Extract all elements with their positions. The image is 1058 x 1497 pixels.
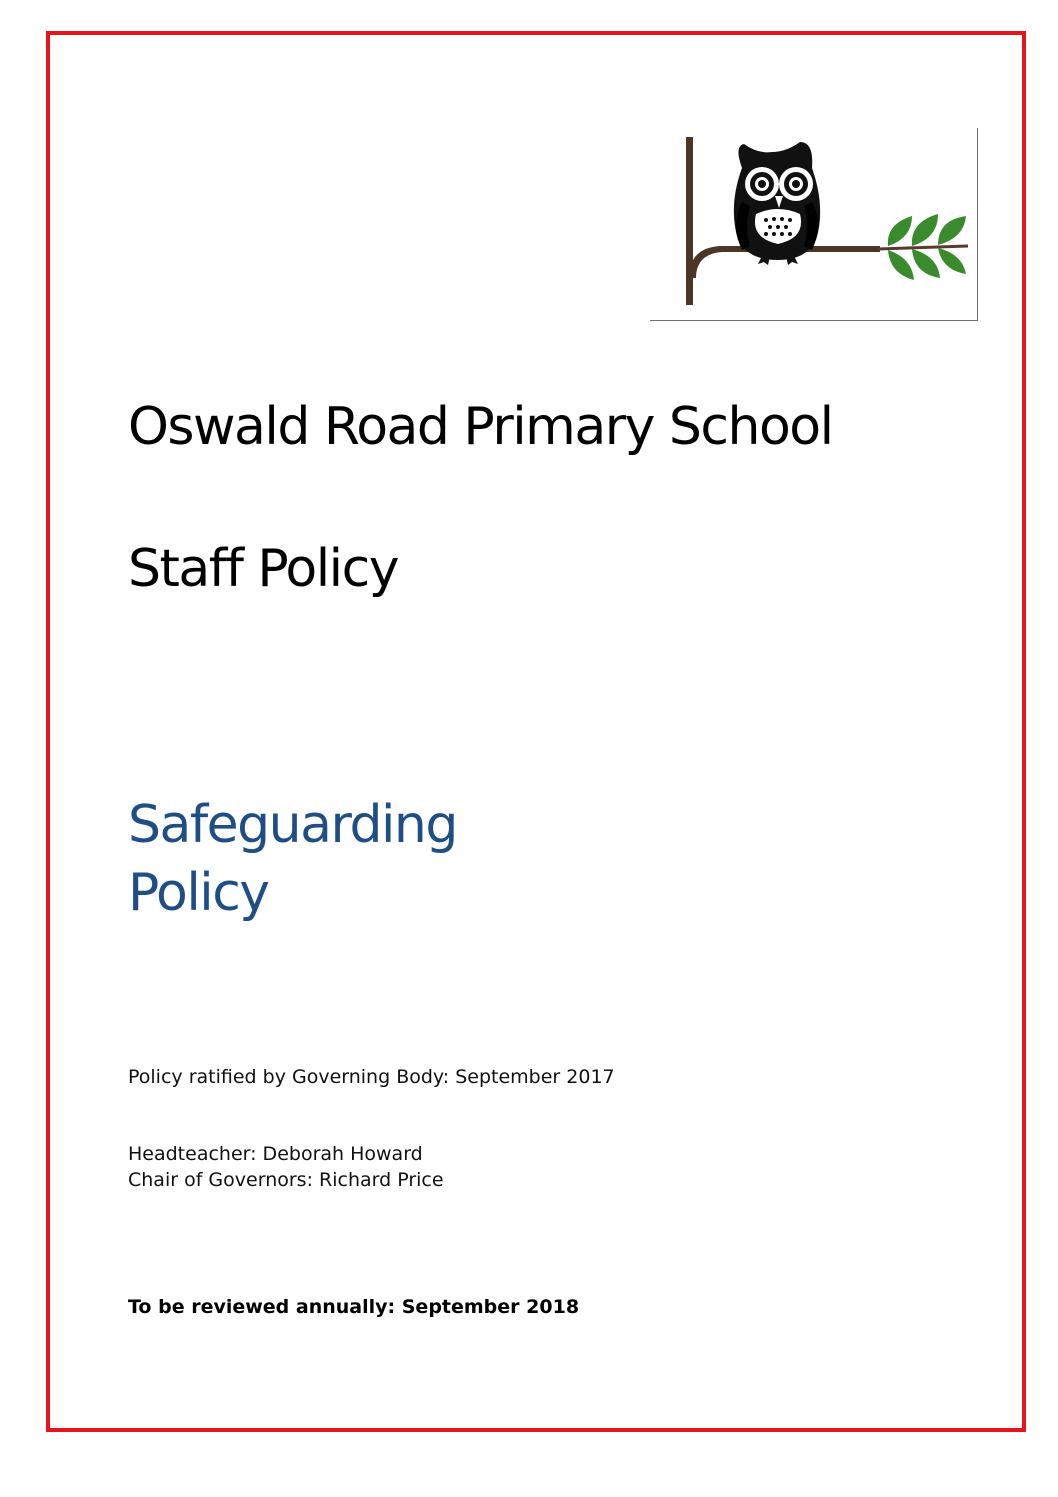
policy-title-line1: Safeguarding [128, 795, 457, 855]
policy-title-line2: Policy [128, 863, 269, 923]
review-date-text: To be reviewed annually: September 2018 [128, 1296, 580, 1318]
headteacher-text: Headteacher: Deborah Howard [128, 1143, 423, 1165]
school-logo [650, 128, 978, 321]
chair-of-governors-text: Chair of Governors: Richard Price [128, 1169, 444, 1191]
policy-type: Staff Policy [128, 539, 398, 599]
school-name: Oswald Road Primary School [128, 397, 833, 457]
ratified-text: Policy ratified by Governing Body: September 2017 [128, 1066, 615, 1088]
owl-on-branch-icon [650, 128, 978, 321]
policy-title [128, 791, 457, 927]
